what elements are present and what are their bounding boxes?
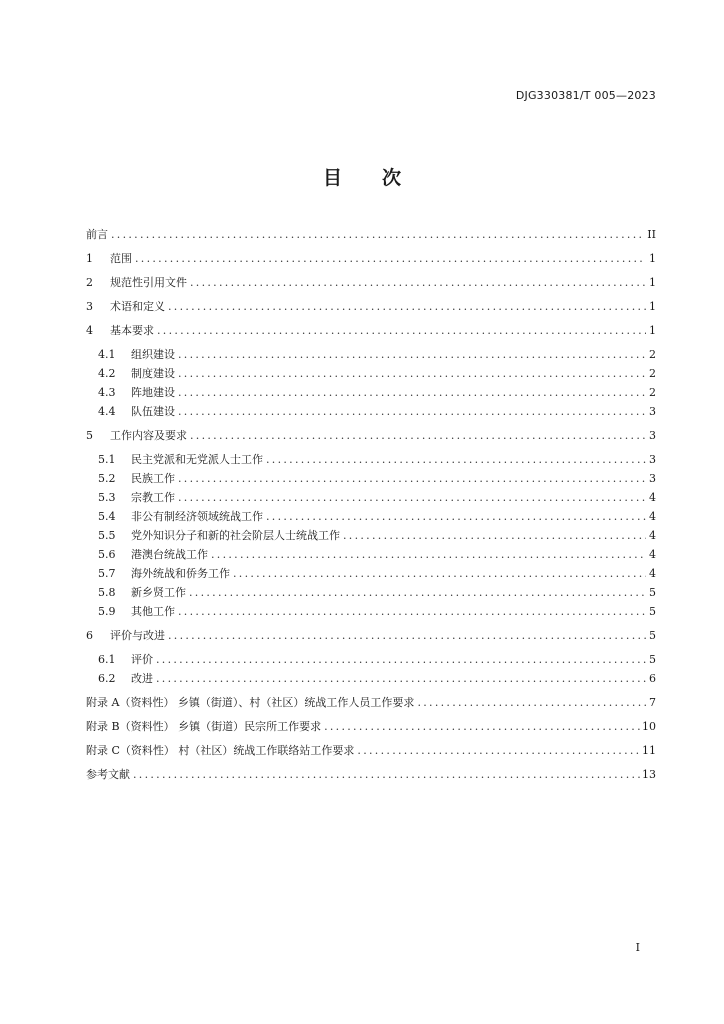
toc-entry-page: 3 bbox=[649, 472, 656, 485]
toc-leader-dots bbox=[168, 300, 646, 314]
toc-entry-number: 4.3 bbox=[98, 386, 116, 399]
toc-entry-label: 民族工作 bbox=[131, 472, 175, 485]
toc-entry-label: 评价 bbox=[131, 653, 153, 666]
toc-entry-label: 附录 C（资料性） 村（社区）统战工作联络站工作要求 bbox=[86, 744, 355, 757]
toc-entry-number: 5.2 bbox=[98, 472, 116, 485]
toc-entry-label: 术语和定义 bbox=[110, 300, 165, 313]
toc-leader-dots bbox=[133, 768, 640, 782]
toc-entry[interactable] bbox=[86, 324, 656, 338]
title-char-1: 目 bbox=[322, 167, 342, 189]
toc-entry-page: 7 bbox=[649, 696, 656, 709]
toc-entry[interactable] bbox=[86, 720, 656, 734]
toc-entry-page: II bbox=[647, 228, 656, 241]
toc-entry-label: 制度建设 bbox=[131, 367, 175, 380]
toc-entry[interactable] bbox=[86, 586, 656, 600]
toc-entry-label: 评价与改进 bbox=[110, 629, 165, 642]
toc-entry-page: 13 bbox=[642, 768, 656, 781]
toc-entry-number: 3 bbox=[86, 300, 93, 313]
toc-entry-page: 5 bbox=[649, 653, 656, 666]
toc-entry-number: 6.1 bbox=[98, 653, 116, 666]
toc-entry-label: 其他工作 bbox=[131, 605, 175, 618]
toc-entry-page: 1 bbox=[649, 276, 656, 289]
toc-leader-dots bbox=[178, 605, 646, 619]
toc-entry-label: 附录 B（资料性） 乡镇（街道）民宗所工作要求 bbox=[86, 720, 322, 733]
toc-entry-label: 参考文献 bbox=[86, 768, 130, 781]
toc-entry[interactable] bbox=[86, 429, 656, 443]
toc-entry-label: 规范性引用文件 bbox=[110, 276, 187, 289]
toc-entry[interactable] bbox=[86, 405, 656, 419]
toc-entry-page: 11 bbox=[642, 744, 656, 757]
toc-leader-dots bbox=[156, 672, 646, 686]
toc-leader-dots bbox=[135, 252, 646, 266]
toc-entry-label: 宗教工作 bbox=[131, 491, 175, 504]
toc-leader-dots bbox=[417, 696, 646, 710]
toc-leader-dots bbox=[211, 548, 646, 562]
toc-entry-page: 4 bbox=[649, 567, 656, 580]
page-number: I bbox=[635, 941, 640, 954]
toc-leader-dots bbox=[343, 529, 646, 543]
toc-entry[interactable] bbox=[86, 252, 656, 266]
table-of-contents bbox=[86, 228, 656, 782]
toc-leader-dots bbox=[178, 472, 646, 486]
toc-entry[interactable] bbox=[86, 348, 656, 362]
toc-entry-label: 新乡贤工作 bbox=[131, 586, 186, 599]
toc-entry-label: 民主党派和无党派人士工作 bbox=[131, 453, 263, 466]
toc-entry-number: 2 bbox=[86, 276, 93, 289]
toc-entry-page: 4 bbox=[649, 529, 656, 542]
toc-entry-page: 2 bbox=[649, 348, 656, 361]
toc-entry-label: 组织建设 bbox=[131, 348, 175, 361]
toc-entry[interactable] bbox=[86, 548, 656, 562]
toc-entry-page: 3 bbox=[649, 405, 656, 418]
toc-entry[interactable] bbox=[86, 605, 656, 619]
toc-leader-dots bbox=[178, 386, 646, 400]
toc-leader-dots bbox=[190, 276, 646, 290]
toc-entry-page: 2 bbox=[649, 367, 656, 380]
toc-leader-dots bbox=[190, 429, 646, 443]
toc-entry[interactable] bbox=[86, 453, 656, 467]
toc-entry-label: 范围 bbox=[110, 252, 132, 265]
toc-entry-number: 5.6 bbox=[98, 548, 116, 561]
document-code: DJG330381/T 005—2023 bbox=[515, 89, 656, 102]
toc-entry-page: 4 bbox=[649, 510, 656, 523]
toc-leader-dots bbox=[189, 586, 646, 600]
toc-entry-label: 基本要求 bbox=[110, 324, 154, 337]
toc-entry-number: 6 bbox=[86, 629, 93, 642]
toc-leader-dots bbox=[178, 348, 646, 362]
toc-entry-page: 4 bbox=[649, 491, 656, 504]
toc-entry[interactable] bbox=[86, 653, 656, 667]
toc-entry-label: 阵地建设 bbox=[131, 386, 175, 399]
toc-entry[interactable] bbox=[86, 744, 656, 758]
toc-entry-page: 4 bbox=[649, 548, 656, 561]
toc-entry-number: 5.8 bbox=[98, 586, 116, 599]
toc-entry[interactable] bbox=[86, 696, 656, 710]
toc-entry-page: 5 bbox=[649, 586, 656, 599]
toc-entry[interactable] bbox=[86, 672, 656, 686]
toc-entry-page: 5 bbox=[649, 605, 656, 618]
toc-entry-label: 附录 A（资料性） 乡镇（街道）、村（社区）统战工作人员工作要求 bbox=[86, 696, 415, 709]
toc-entry[interactable] bbox=[86, 567, 656, 581]
page-title bbox=[0, 163, 724, 190]
toc-entry[interactable] bbox=[86, 228, 656, 242]
toc-entry[interactable] bbox=[86, 386, 656, 400]
toc-entry[interactable] bbox=[86, 510, 656, 524]
toc-entry-number: 4.2 bbox=[98, 367, 116, 380]
title-char-2: 次 bbox=[382, 167, 402, 189]
toc-entry[interactable] bbox=[86, 529, 656, 543]
toc-leader-dots bbox=[168, 629, 646, 643]
toc-entry-page: 3 bbox=[649, 453, 656, 466]
toc-entry-number: 4.4 bbox=[98, 405, 116, 418]
toc-entry[interactable] bbox=[86, 629, 656, 643]
toc-entry[interactable] bbox=[86, 367, 656, 381]
toc-entry-number: 5.5 bbox=[98, 529, 116, 542]
toc-entry-page: 2 bbox=[649, 386, 656, 399]
toc-entry[interactable] bbox=[86, 276, 656, 290]
toc-entry[interactable] bbox=[86, 491, 656, 505]
toc-entry-page: 5 bbox=[649, 629, 656, 642]
toc-entry-number: 1 bbox=[86, 252, 93, 265]
toc-entry-label: 改进 bbox=[131, 672, 153, 685]
toc-entry-page: 6 bbox=[649, 672, 656, 685]
toc-entry-label: 海外统战和侨务工作 bbox=[131, 567, 230, 580]
toc-leader-dots bbox=[266, 453, 646, 467]
toc-entry-number: 5.4 bbox=[98, 510, 116, 523]
toc-leader-dots bbox=[178, 367, 646, 381]
toc-entry-label: 工作内容及要求 bbox=[110, 429, 187, 442]
toc-entry-page: 3 bbox=[649, 429, 656, 442]
toc-leader-dots bbox=[324, 720, 640, 734]
toc-entry-page: 1 bbox=[649, 300, 656, 313]
toc-leader-dots bbox=[266, 510, 646, 524]
toc-entry[interactable] bbox=[86, 472, 656, 486]
toc-leader-dots bbox=[178, 491, 646, 505]
toc-entry-label: 港澳台统战工作 bbox=[131, 548, 208, 561]
toc-entry-number: 5.7 bbox=[98, 567, 116, 580]
toc-entry-number: 6.2 bbox=[98, 672, 116, 685]
toc-entry-number: 4 bbox=[86, 324, 93, 337]
toc-entry-number: 5.3 bbox=[98, 491, 116, 504]
toc-entry[interactable] bbox=[86, 768, 656, 782]
toc-entry-page: 10 bbox=[642, 720, 656, 733]
toc-entry-page: 1 bbox=[649, 324, 656, 337]
toc-entry-number: 4.1 bbox=[98, 348, 116, 361]
toc-entry-number: 5.9 bbox=[98, 605, 116, 618]
toc-leader-dots bbox=[157, 324, 646, 338]
toc-entry-label: 非公有制经济领域统战工作 bbox=[131, 510, 263, 523]
toc-entry-number: 5.1 bbox=[98, 453, 116, 466]
toc-leader-dots bbox=[178, 405, 646, 419]
toc-entry-page: 1 bbox=[649, 252, 656, 265]
toc-entry-label: 队伍建设 bbox=[131, 405, 175, 418]
toc-entry-number: 5 bbox=[86, 429, 93, 442]
toc-leader-dots bbox=[111, 228, 645, 242]
toc-leader-dots bbox=[357, 744, 640, 758]
toc-leader-dots bbox=[156, 653, 646, 667]
toc-entry-label: 前言 bbox=[86, 228, 108, 241]
toc-entry-label: 党外知识分子和新的社会阶层人士统战工作 bbox=[131, 529, 340, 542]
toc-leader-dots bbox=[233, 567, 646, 581]
toc-entry[interactable] bbox=[86, 300, 656, 314]
